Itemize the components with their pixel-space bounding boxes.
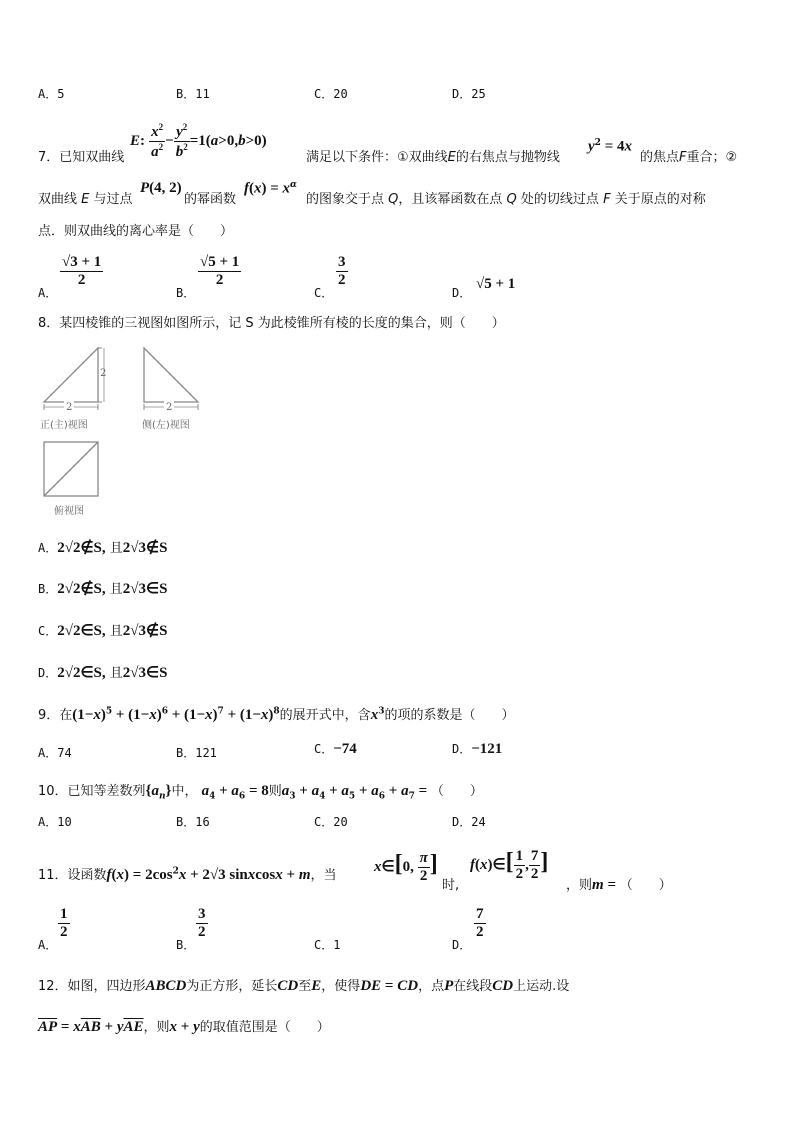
top-view-diagonal [44,442,98,496]
q7-option-c-value: $\frac{3}{2}$ [338,254,346,288]
side-width-label: 2 [166,402,173,413]
q7-number: 7．已知双曲线 [38,150,125,165]
q7-hyperbola-formula: E: $\frac{x^2}{a^2}$ − $\frac{y^2}{b^2}$ =1(a>0,b>0) [130,122,267,160]
side-view-triangle [144,348,198,402]
q9-question: 9．在$(1-x)^5 + (1-x)^6 + (1-x)^7 + (1-x)^8$的展开式中，含$x^3$的项的系数是（ ） [38,706,515,723]
q11-range: f(x)∈[ $\frac{1}{2}$ , $\frac{7}{2}$ ] [470,848,549,882]
q7-option-b-value: $\frac{√5 + 1}{2}$ [200,254,240,288]
q6-option-a: A．5 [38,87,65,101]
q7-option-a-label: A． [38,286,58,300]
q9-option-b: B．121 [176,746,217,760]
q11-time: 时, [442,878,460,893]
q10-question: 10．已知等差数列$\{a_n\}$中， $a_4 + a_6 = 8$则$a_3 + a_4 + a_5 + a_6 + a_7$ = （ ） [38,783,483,802]
q9-option-c: C．−74 [314,741,357,757]
q11-option-c: C．1 [314,938,341,952]
q7-option-b-label: B． [176,286,196,300]
q10-option-b: B．16 [176,815,210,829]
q9-option-a: A．74 [38,746,72,760]
top-view-caption: 俯视图 [54,506,84,517]
q7-option-a-value: $\frac{√3 + 1}{2}$ [62,254,102,288]
q9-option-d: D．−121 [452,741,503,757]
side-view-caption: 侧(左)视图 [142,420,190,431]
q11-option-b-value: $\frac{3}{2}$ [198,906,206,940]
q11-option-b-label: B． [176,938,196,952]
q7-point-p: P(4, 2) [140,180,182,196]
q11-option-d-label: D． [452,938,472,952]
q11-domain: x∈[0, $\frac{\pi}{2}$ ] [374,850,438,884]
q6-option-c: C．20 [314,87,348,101]
q10-option-a: A．10 [38,815,72,829]
q12-line1: 12．如图，四边形ABCD为正方形，延长CD至E，使得DE = CD，点P在线段CD上运动.设 [38,978,570,994]
q8-option-a: A．2√2∉S, 且2√3∉S [38,540,168,556]
front-width-label: 2 [66,402,73,413]
q7-option-d-value: √5 + 1 [476,276,516,292]
q7-line1-text: 满足以下条件：①双曲线E的右焦点与抛物线 [306,150,560,165]
q11-option-d-value: $\frac{7}{2}$ [476,906,484,940]
q7-option-d-label: D． [452,286,472,300]
q8-option-b: B．2√2∉S, 且2√3∈S [38,581,168,597]
q10-option-d: D．24 [452,815,486,829]
q6-option-b: B．11 [176,87,210,101]
q10-option-c: C．20 [314,815,348,829]
q8-option-d: D．2√2∈S, 且2√3∈S [38,665,168,681]
q6-option-d: D．25 [452,87,486,101]
q7-line2-start: 双曲线 E 与过点 [38,192,133,207]
q7-line2-mid: 的幂函数 [184,192,237,207]
q11-then: ，则m = （ ） [566,877,672,893]
q11-question: 11．设函数$f(x) = 2\cos^2x + 2√3$ sinxcosx + m，当 [38,866,337,883]
q12-line2: $\overline{AP} = x\overline{AB} + y\overline{AE}$，则x + y的取值范围是（ ） [38,1019,330,1035]
q7-parabola: $y^2 = 4x$ [588,138,632,155]
front-view-triangle [44,348,98,402]
front-view-caption: 正(主)视图 [40,420,88,431]
q11-option-a-value: $\frac{1}{2}$ [60,906,68,940]
q11-option-a-label: A． [38,938,58,952]
q7-line1-end: 的焦点F重合；② [640,150,738,165]
q7-line3: 点．则双曲线的离心率是（ ） [38,224,234,239]
q8-question: 8．某四棱锥的三视图如图所示，记 S 为此棱锥所有棱的长度的集合，则（ ） [38,316,505,331]
q8-option-c: C．2√2∈S, 且2√3∉S [38,623,168,639]
front-height-label: 2 [100,368,107,379]
q7-option-c-label: C． [314,286,334,300]
q7-power-function: $f(x) = x^\alpha$ [244,180,297,197]
q7-line2-end: 的图象交于点 Q，且该幂函数在点 Q 处的切线过点 F 关于原点的对称 [306,192,706,207]
